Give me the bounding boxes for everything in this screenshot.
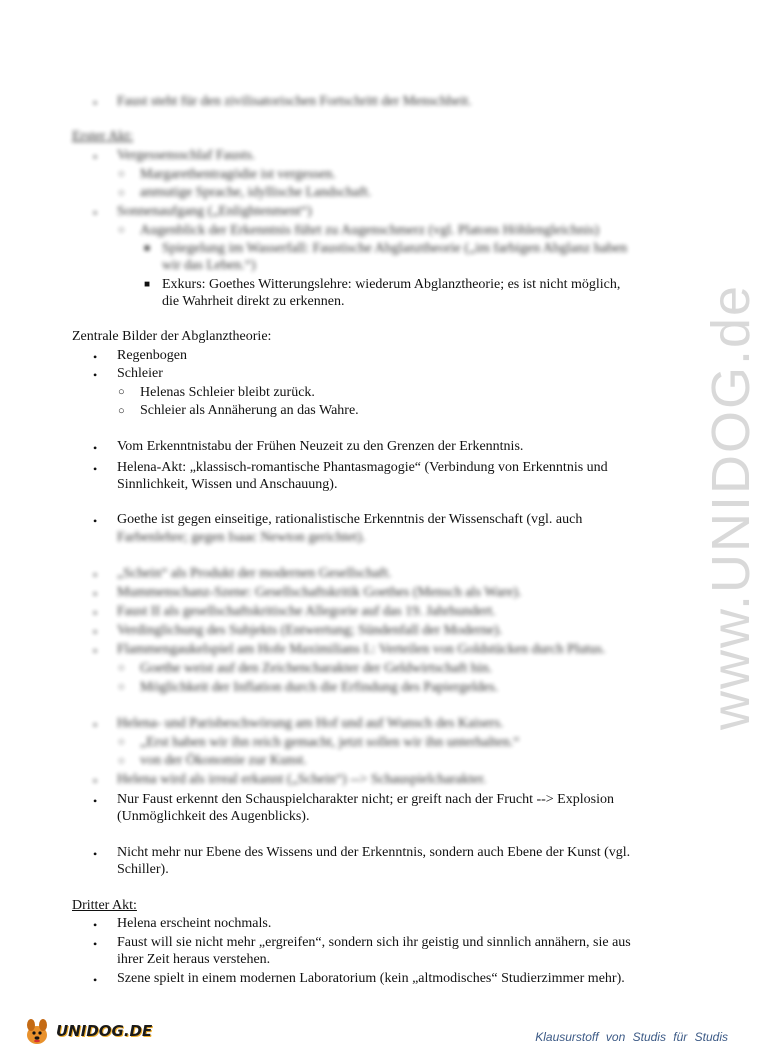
text-line: die Wahrheit direkt zu erkennen. [162, 294, 345, 309]
sub-bullet: ○ [118, 681, 125, 693]
sub-bullet: ○ [118, 755, 125, 767]
watermark: www.UNIDOG.de [701, 283, 761, 730]
text-line: Helena- und Parisbeschwörung am Hof und auf Wunsch des Kaisers. [117, 716, 504, 731]
text-line: Spiegelung im Wasserfall: Faustische Abglanztheorie („im farbigen Abglanz haben [162, 241, 628, 256]
text-line: Goethe weist auf den Zeichencharakter der Geldwirtschaft hin. [140, 661, 493, 676]
list-item: Schleier als Annäherung an das Wahre. [140, 403, 359, 418]
list-item: Schleier [117, 366, 163, 381]
list-item: Regenbogen [117, 348, 187, 363]
bullet: • [93, 587, 98, 601]
bullet: • [93, 350, 98, 364]
list-item-continuation: Schiller). [117, 862, 169, 877]
text-line: anmutige Sprache, idyllische Landschaft. [140, 185, 372, 200]
footer-tagline: Klausurstoff von Studis für Studis [535, 1030, 728, 1044]
bullet: • [93, 937, 98, 951]
list-item-continuation: (Unmöglichkeit des Augenblicks). [117, 809, 310, 824]
bullet: • [93, 441, 98, 455]
list-item: Goethe ist gegen einseitige, rationalistische Erkenntnis der Wissenschaft (vgl. auch [117, 512, 583, 527]
text-line: Vergessensschlaf Fausts. [117, 148, 256, 163]
sub-bullet: ○ [118, 386, 125, 398]
text-line: Helena wird als irreal erkannt („Schein“) --> Schauspielcharakter. [117, 772, 487, 787]
bullet: • [93, 918, 98, 932]
text-line: „Schein“ als Produkt der modernen Gesellschaft. [117, 566, 392, 581]
list-item: Faust will sie nicht mehr „ergreifen“, sondern sich ihr geistig und sinnlich annähern, sie aus [117, 935, 631, 950]
list-item: Helena-Akt: „klassisch-romantische Phantasmagogie“ (Verbindung von Erkenntnis und [117, 460, 608, 475]
sub-bullet: ○ [118, 224, 125, 236]
bullet: • [93, 462, 98, 476]
text-line: Verdinglichung des Subjekts (Entwertung; Sündenfall der Moderne). [117, 623, 503, 638]
bullet: • [93, 794, 98, 808]
sub-bullet: ○ [118, 168, 125, 180]
bullet: • [93, 718, 98, 732]
sub-bullet: ○ [118, 736, 125, 748]
bullet: • [93, 96, 98, 110]
list-item-continuation: ihrer Zeit heraus verstehen. [117, 952, 271, 967]
text-line: wir das Leben.“) [162, 258, 256, 273]
text-line: Faust steht für den zivilisatorischen Fortschritt der Menschheit. [117, 94, 472, 109]
text-line: Farbenlehre; gegen Isaac Newton gerichtet). [117, 530, 366, 545]
section-heading: Zentrale Bilder der Abglanztheorie: [72, 329, 272, 344]
list-item: Vom Erkenntnistabu der Frühen Neuzeit zu den Grenzen der Erkenntnis. [117, 439, 524, 454]
section-heading: Erster Akt: [72, 129, 134, 144]
text-line: Mummenschanz-Szene: Gesellschaftskritik Goethes (Mensch als Ware). [117, 585, 522, 600]
logo-text: UNIDOG.DE [56, 1022, 153, 1040]
bullet: • [93, 625, 98, 639]
list-item: Nur Faust erkennt den Schauspielcharakter nicht; er greift nach der Frucht --> Explosion [117, 792, 614, 807]
list-item: Helena erscheint nochmals. [117, 916, 272, 931]
bullet: • [93, 644, 98, 658]
list-item-continuation: Sinnlichkeit, Wissen und Anschauung). [117, 477, 338, 492]
section-heading: Dritter Akt: [72, 898, 137, 913]
text-line: „Erst haben wir ihn reich gemacht, jetzt sollen wir ihn unterhalten.“ [140, 735, 520, 750]
bullet: • [93, 973, 98, 987]
bullet: • [93, 150, 98, 164]
list-item: Nicht mehr nur Ebene des Wissens und der Erkenntnis, sondern auch Ebene der Kunst (vgl. [117, 845, 631, 860]
text-line: Möglichkeit der Inflation durch die Erfindung des Papiergeldes. [140, 680, 499, 695]
bullet: • [93, 368, 98, 382]
list-item: Helenas Schleier bleibt zurück. [140, 385, 315, 400]
bullet: • [93, 847, 98, 861]
text-line: Sonnenaufgang („Enlightenment“) [117, 204, 312, 219]
text-line: Exkurs: Goethes Witterungslehre: wiederum Abglanztheorie; es ist nicht möglich, [162, 277, 621, 292]
bullet: • [93, 206, 98, 220]
bullet: • [93, 514, 98, 528]
text-line: Flammengaukelspiel am Hofe Maximilians I.: Verteilen von Goldstücken durch Plutus. [117, 642, 606, 657]
text-line: Margarethentragödie ist vergessen. [140, 167, 336, 182]
list-item: Szene spielt in einem modernen Laboratorium (kein „altmodisches“ Studierzimmer mehr). [117, 971, 625, 986]
sub-bullet: ○ [118, 187, 125, 199]
dog-icon [22, 1016, 52, 1046]
square-bullet: ■ [144, 243, 151, 254]
bullet: • [93, 606, 98, 620]
sub-bullet: ○ [118, 662, 125, 674]
text-line: von der Ökonomie zur Kunst. [140, 753, 307, 768]
bullet: • [93, 774, 98, 788]
sub-bullet: ○ [118, 405, 125, 417]
square-bullet: ■ [144, 279, 151, 290]
text-line: Faust II als gesellschaftskritische Allegorie auf das 19. Jahrhundert. [117, 604, 496, 619]
text-line: Augenblick der Erkenntnis führt zu Augenschmerz (vgl. Platons Höhlengleichnis) [140, 223, 600, 238]
bullet: • [93, 568, 98, 582]
unidog-logo [22, 1016, 152, 1046]
